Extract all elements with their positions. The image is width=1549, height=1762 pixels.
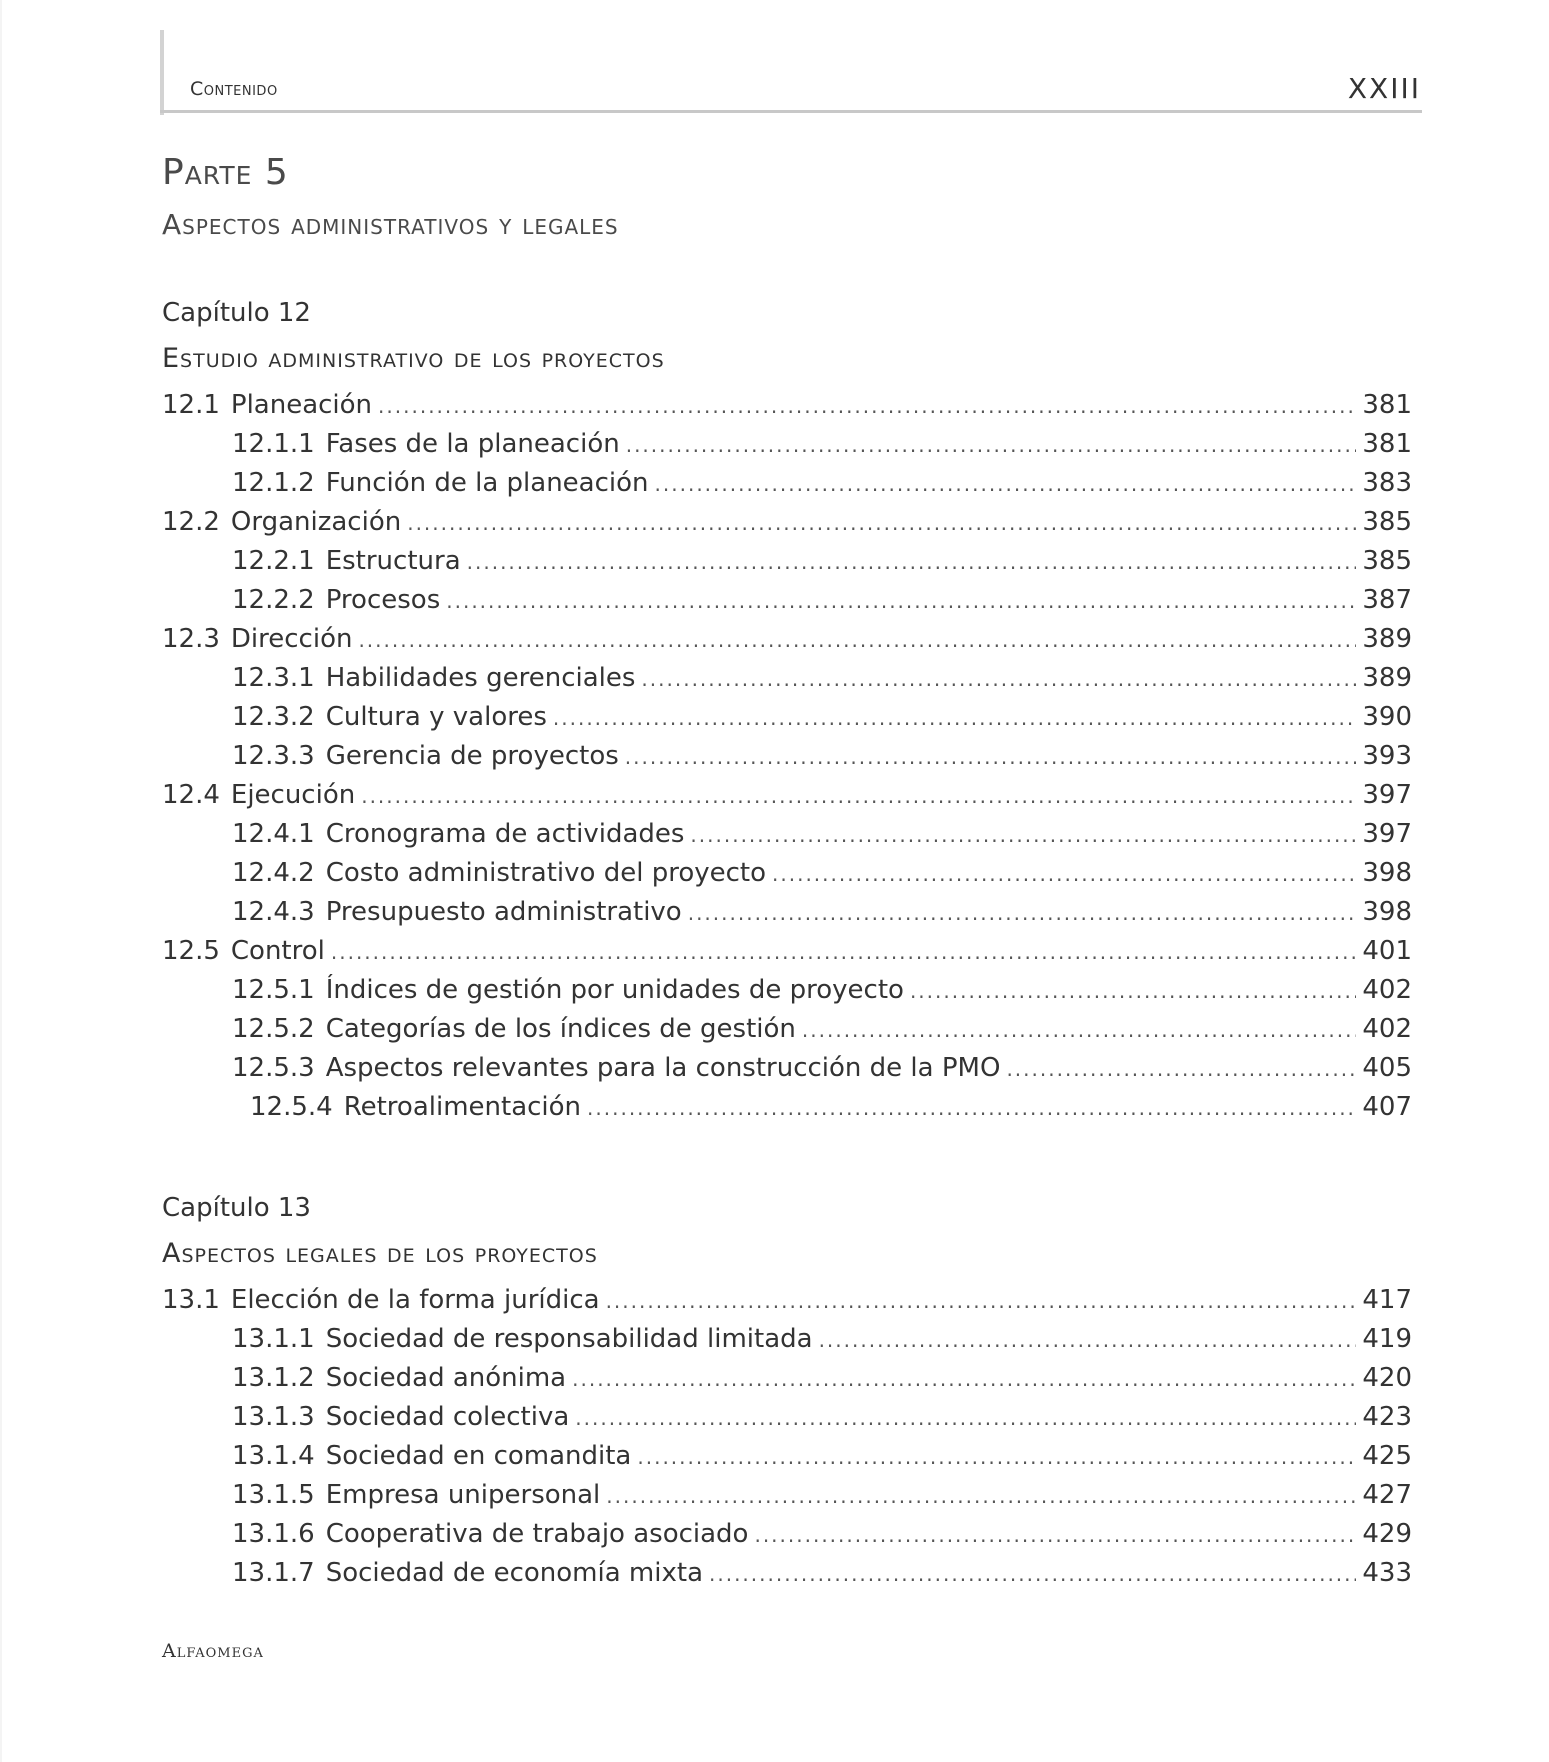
toc-entry-number: 12.3.2 [232, 702, 315, 732]
dot-leader [553, 706, 1356, 730]
toc-entry-title: Sociedad de responsabilidad limitada [325, 1324, 813, 1354]
toc-list [162, 390, 1412, 1131]
toc-entry-page: 405 [1362, 1053, 1412, 1083]
header-rule [160, 110, 1422, 113]
toc-entry-number: 12.3 [162, 624, 220, 654]
toc-entry-number: 13.1 [162, 1285, 220, 1315]
toc-entry-number: 12.2.1 [232, 546, 315, 576]
toc-entry [162, 1402, 1412, 1441]
toc-entry-number: 13.1.7 [232, 1558, 315, 1588]
toc-entry-title: Cultura y valores [325, 702, 547, 732]
toc-list [162, 1285, 1412, 1597]
dot-leader [378, 394, 1356, 418]
toc-entry-page: 383 [1362, 468, 1412, 498]
toc-entry-number: 12.3.3 [232, 741, 315, 771]
toc-entry-title: Fases de la planeación [325, 429, 620, 459]
dot-leader [1006, 1057, 1356, 1081]
toc-entry-title: Sociedad anónima [325, 1363, 567, 1393]
publisher-footer: Alfaomega [162, 1640, 264, 1662]
dot-leader [358, 628, 1356, 652]
page-edge [0, 0, 2, 1762]
dot-leader [467, 550, 1356, 574]
toc-entry-page: 425 [1362, 1441, 1412, 1471]
toc-entry-title: Cronograma de actividades [325, 819, 685, 849]
toc-entry-page: 390 [1362, 702, 1412, 732]
toc-entry-title: Procesos [325, 585, 441, 615]
toc-entry-page: 389 [1362, 624, 1412, 654]
page-frame-bar [160, 30, 164, 115]
toc-entry-page: 420 [1362, 1363, 1412, 1393]
toc-entry [162, 429, 1412, 468]
toc-entry-page: 429 [1362, 1519, 1412, 1549]
toc-entry-number: 12.5 [162, 936, 220, 966]
toc-entry [162, 585, 1412, 624]
dot-leader [575, 1406, 1356, 1430]
toc-entry [162, 1014, 1412, 1053]
toc-entry [162, 897, 1412, 936]
toc-entry [162, 1285, 1412, 1324]
toc-entry-page: 417 [1362, 1285, 1412, 1315]
toc-entry-page: 398 [1362, 897, 1412, 927]
toc-entry-title: Empresa unipersonal [325, 1480, 601, 1510]
toc-entry-title: Gerencia de proyectos [325, 741, 619, 771]
toc-entry-number: 13.1.4 [232, 1441, 315, 1471]
toc-entry-number: 12.1.2 [232, 468, 315, 498]
dot-leader [709, 1562, 1356, 1586]
toc-entry-page: 397 [1362, 819, 1412, 849]
toc-entry [162, 819, 1412, 858]
toc-entry-title: Control [230, 936, 325, 966]
toc-entry-title: Cooperativa de trabajo asociado [325, 1519, 749, 1549]
dot-leader [754, 1523, 1356, 1547]
running-head: Contenido [190, 78, 278, 100]
toc-entry [162, 507, 1412, 546]
toc-entry-title: Aspectos relevantes para la construcción de la PMO [325, 1053, 1001, 1083]
toc-entry [162, 936, 1412, 975]
toc-entry-page: 402 [1362, 1014, 1412, 1044]
dot-leader [407, 511, 1356, 535]
toc-entry [162, 1519, 1412, 1558]
toc-entry-number: 12.2.2 [232, 585, 315, 615]
dot-leader [910, 979, 1356, 1003]
toc-entry-number: 12.1.1 [232, 429, 315, 459]
page-number: XXIII [1347, 72, 1421, 105]
dot-leader [625, 745, 1356, 769]
chapter-label: Capítulo 12 [162, 298, 311, 328]
toc-entry-number: 12.5.1 [232, 975, 315, 1005]
toc-entry [162, 1324, 1412, 1363]
toc-entry-title: Dirección [230, 624, 353, 654]
toc-entry-title: Planeación [230, 390, 373, 420]
dot-leader [626, 433, 1356, 457]
toc-entry-number: 12.5.4 [250, 1092, 333, 1122]
toc-entry-number: 12.1 [162, 390, 220, 420]
dot-leader [690, 823, 1356, 847]
toc-entry [162, 975, 1412, 1014]
toc-entry-page: 419 [1362, 1324, 1412, 1354]
toc-entry-page: 427 [1362, 1480, 1412, 1510]
toc-entry-title: Sociedad de economía mixta [325, 1558, 703, 1588]
dot-leader [446, 589, 1356, 613]
toc-entry-title: Retroalimentación [343, 1092, 582, 1122]
toc-entry-page: 407 [1362, 1092, 1412, 1122]
toc-entry-page: 401 [1362, 936, 1412, 966]
toc-entry [162, 1558, 1412, 1597]
toc-entry-page: 385 [1362, 507, 1412, 537]
toc-entry-number: 12.4.3 [232, 897, 315, 927]
toc-entry [162, 663, 1412, 702]
dot-leader [572, 1367, 1356, 1391]
toc-entry-page: 423 [1362, 1402, 1412, 1432]
toc-entry-page: 402 [1362, 975, 1412, 1005]
dot-leader [587, 1096, 1356, 1120]
toc-entry-number: 13.1.1 [232, 1324, 315, 1354]
toc-entry [162, 468, 1412, 507]
toc-entry-number: 12.2 [162, 507, 220, 537]
toc-entry [162, 624, 1412, 663]
toc-entry [162, 1480, 1412, 1519]
toc-entry-title: Elección de la forma jurídica [230, 1285, 600, 1315]
toc-entry [162, 546, 1412, 585]
toc-entry-page: 387 [1362, 585, 1412, 615]
toc-entry-page: 381 [1362, 390, 1412, 420]
toc-entry-page: 381 [1362, 429, 1412, 459]
toc-entry-number: 13.1.5 [232, 1480, 315, 1510]
toc-entry-title: Sociedad colectiva [325, 1402, 570, 1432]
toc-entry [162, 702, 1412, 741]
chapter-label: Capítulo 13 [162, 1193, 311, 1223]
dot-leader [772, 862, 1356, 886]
dot-leader [606, 1484, 1356, 1508]
toc-entry-number: 12.5.2 [232, 1014, 315, 1044]
toc-entry-page: 389 [1362, 663, 1412, 693]
toc-entry-number: 12.5.3 [232, 1053, 315, 1083]
toc-entry-title: Presupuesto administrativo [325, 897, 682, 927]
toc-entry-title: Habilidades gerenciales [325, 663, 636, 693]
part-title: Parte 5 [162, 152, 289, 193]
dot-leader [361, 784, 1356, 808]
dot-leader [641, 667, 1356, 691]
toc-entry-number: 13.1.3 [232, 1402, 315, 1432]
toc-entry-title: Categorías de los índices de gestión [325, 1014, 796, 1044]
toc-entry-number: 12.3.1 [232, 663, 315, 693]
toc-entry-number: 12.4.2 [232, 858, 315, 888]
toc-entry-page: 398 [1362, 858, 1412, 888]
toc-entry-page: 433 [1362, 1558, 1412, 1588]
toc-entry [162, 1363, 1412, 1402]
chapter-title: Estudio administrativo de los proyectos [162, 343, 665, 374]
dot-leader [637, 1445, 1356, 1469]
dot-leader [819, 1328, 1356, 1352]
dot-leader [606, 1289, 1356, 1313]
dot-leader [331, 940, 1356, 964]
toc-entry [162, 741, 1412, 780]
toc-entry [162, 780, 1412, 819]
toc-entry [162, 390, 1412, 429]
toc-entry-page: 385 [1362, 546, 1412, 576]
dot-leader [688, 901, 1356, 925]
toc-entry-title: Organización [230, 507, 402, 537]
toc-entry-title: Índices de gestión por unidades de proyecto [325, 975, 904, 1005]
toc-entry-number: 13.1.6 [232, 1519, 315, 1549]
toc-entry-page: 393 [1362, 741, 1412, 771]
toc-entry-title: Ejecución [230, 780, 356, 810]
toc-entry-title: Función de la planeación [325, 468, 649, 498]
toc-entry-number: 12.4 [162, 780, 220, 810]
dot-leader [655, 472, 1356, 496]
toc-entry-number: 13.1.2 [232, 1363, 315, 1393]
toc-entry-number: 12.4.1 [232, 819, 315, 849]
toc-entry [162, 858, 1412, 897]
toc-entry-title: Estructura [325, 546, 461, 576]
dot-leader [802, 1018, 1356, 1042]
toc-entry [162, 1441, 1412, 1480]
toc-entry [162, 1053, 1412, 1092]
toc-entry-title: Costo administrativo del proyecto [325, 858, 767, 888]
toc-entry-page: 397 [1362, 780, 1412, 810]
part-subtitle: Aspectos administrativos y legales [162, 208, 619, 241]
toc-entry [162, 1092, 1412, 1131]
toc-entry-title: Sociedad en comandita [325, 1441, 632, 1471]
chapter-title: Aspectos legales de los proyectos [162, 1238, 598, 1269]
